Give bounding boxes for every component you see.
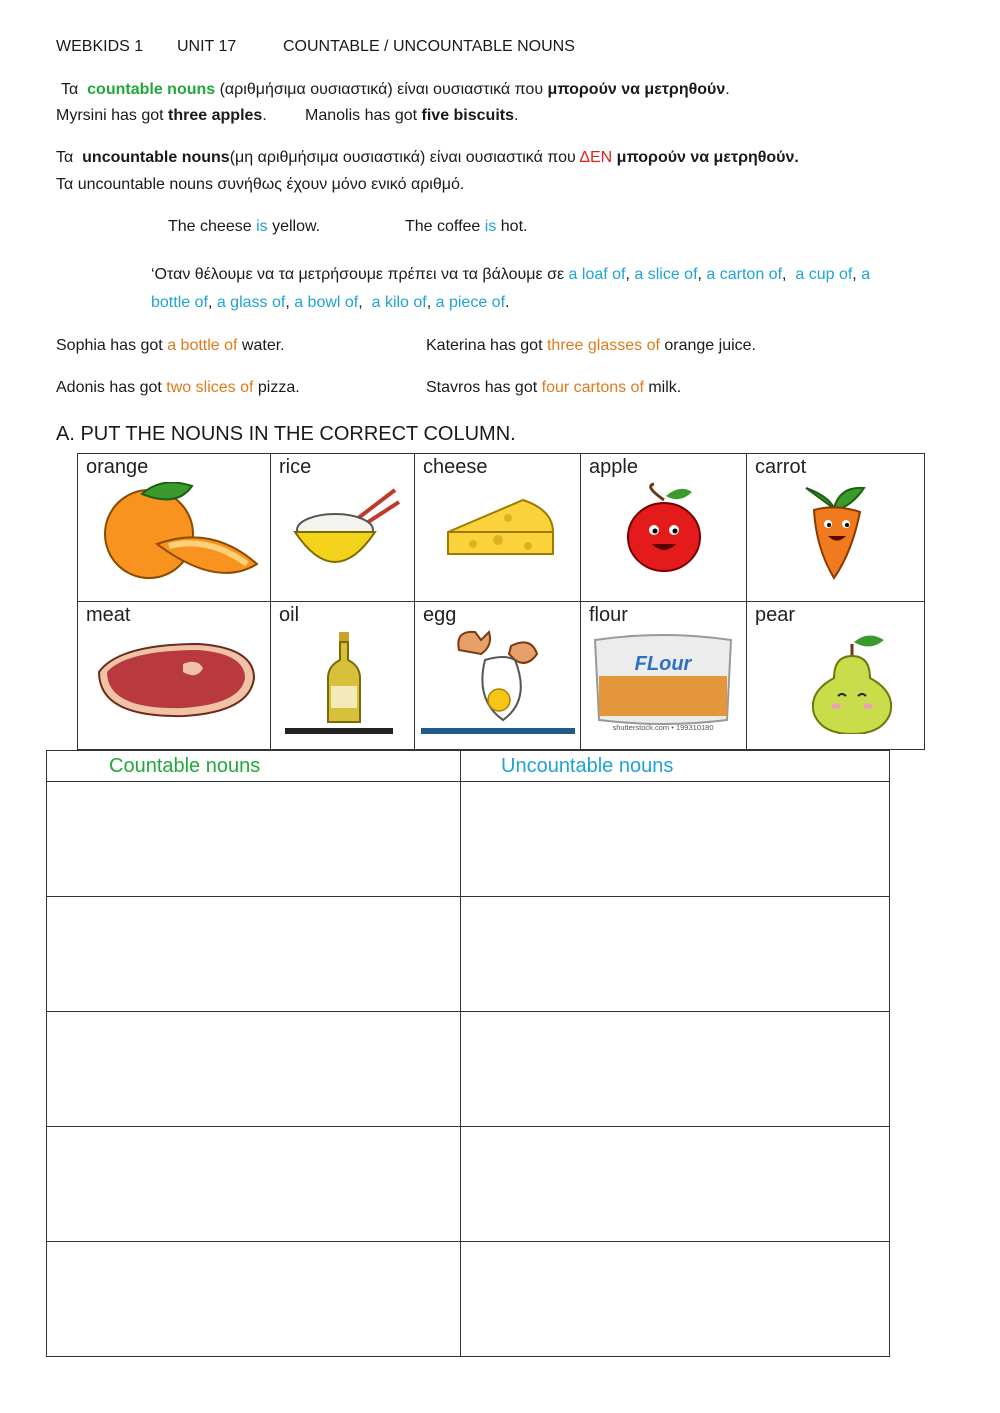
food-card-egg[interactable] bbox=[415, 602, 581, 750]
food-card-flour[interactable] bbox=[581, 602, 747, 750]
countable-definition: Τα countable nouns (αριθμήσιμα ουσιαστικά) είναι ουσιαστικά που μπορούν να μετρηθούν. bbox=[61, 81, 730, 98]
measure-words-line-1: ‘Οταν θέλουμε να τα μετρήσουμε πρέπει να τα βάλουμε σε a loaf of, a slice of, a carton of, a cup of, a bbox=[151, 266, 871, 283]
svg-text:FLour: FLour bbox=[634, 653, 692, 675]
apple-icon bbox=[594, 482, 734, 582]
food-label: oil bbox=[279, 604, 300, 626]
sentence-sophia: Sophia has got a bottle of water. bbox=[56, 337, 285, 354]
food-card-rice[interactable] bbox=[271, 454, 415, 602]
exercise-title: A. PUT THE NOUNS IN THE CORRECT COLUMN. bbox=[56, 423, 516, 445]
uncountable-answer-cell[interactable] bbox=[461, 1242, 890, 1357]
measure-words-line-2: bottle of, a glass of, a bowl of, a kilo of, a piece of. bbox=[151, 294, 510, 311]
food-card-orange[interactable] bbox=[78, 454, 271, 602]
food-card-carrot[interactable] bbox=[747, 454, 925, 602]
uncountable-column-header: Uncountable nouns bbox=[461, 751, 890, 782]
countable-answer-cell[interactable] bbox=[47, 1012, 461, 1127]
oil-bottle-icon bbox=[283, 630, 403, 734]
uncountable-definition: Τα uncountable nouns(μη αριθμήσιμα ουσιαστικά) είναι ουσιαστικά που ΔΕΝ μπορούν να μετρηθούν. bbox=[56, 149, 799, 166]
steak-icon bbox=[87, 630, 262, 730]
example-cheese: The cheese is yellow. bbox=[168, 218, 321, 235]
cracked-egg-icon bbox=[415, 630, 581, 734]
countable-column-header: Countable nouns bbox=[47, 751, 461, 782]
sentence-adonis: Adonis has got two slices of pizza. bbox=[56, 379, 300, 396]
header-topic: COUNTABLE / UNCOUNTABLE NOUNS bbox=[283, 38, 575, 55]
countable-term: countable nouns bbox=[87, 81, 216, 98]
uncountable-term: uncountable nouns bbox=[82, 149, 230, 166]
answer-table bbox=[46, 750, 890, 1357]
countable-example-2: Manolis has got five biscuits. bbox=[305, 107, 519, 124]
sentence-stavros: Stavros has got four cartons of milk. bbox=[426, 379, 682, 396]
food-label: orange bbox=[86, 456, 149, 478]
pear-icon bbox=[766, 630, 906, 734]
sentence-katerina: Katerina has got three glasses of orange juice. bbox=[426, 337, 756, 354]
rice-bowl-icon bbox=[283, 482, 403, 582]
header-unit: UNIT 17 bbox=[177, 38, 237, 55]
food-label: apple bbox=[589, 456, 638, 478]
food-card-meat[interactable] bbox=[78, 602, 271, 750]
uncountable-answer-cell[interactable] bbox=[461, 782, 890, 897]
uncountable-answer-cell[interactable] bbox=[461, 897, 890, 1012]
countable-answer-cell[interactable] bbox=[47, 1242, 461, 1357]
uncountable-note: Τα uncountable nouns συνήθως έχουν μόνο ενικό αριθμό. bbox=[56, 176, 465, 193]
header-course: WEBKIDS 1 bbox=[56, 38, 144, 55]
food-label: rice bbox=[279, 456, 312, 478]
svg-text:shutterstock.com • 199310180: shutterstock.com • 199310180 bbox=[612, 723, 714, 732]
uncountable-answer-cell[interactable] bbox=[461, 1127, 890, 1242]
cheese-icon bbox=[428, 482, 568, 582]
example-coffee: The coffee is hot. bbox=[405, 218, 528, 235]
food-label: flour bbox=[589, 604, 628, 626]
food-label: pear bbox=[755, 604, 796, 626]
food-picture-grid bbox=[77, 453, 925, 750]
flour-bag-icon bbox=[581, 630, 747, 734]
food-label: egg bbox=[423, 604, 457, 626]
food-card-cheese[interactable] bbox=[415, 454, 581, 602]
food-card-pear[interactable] bbox=[747, 602, 925, 750]
orange-icon bbox=[87, 482, 262, 582]
uncountable-answer-cell[interactable] bbox=[461, 1012, 890, 1127]
carrot-icon bbox=[766, 482, 906, 582]
countable-example: Myrsini has got three apples. bbox=[56, 107, 267, 124]
countable-answer-cell[interactable] bbox=[47, 897, 461, 1012]
food-label: cheese bbox=[423, 456, 488, 478]
food-label: carrot bbox=[755, 456, 807, 478]
food-card-oil[interactable] bbox=[271, 602, 415, 750]
food-card-apple[interactable] bbox=[581, 454, 747, 602]
food-label: meat bbox=[86, 604, 131, 626]
countable-answer-cell[interactable] bbox=[47, 1127, 461, 1242]
countable-answer-cell[interactable] bbox=[47, 782, 461, 897]
